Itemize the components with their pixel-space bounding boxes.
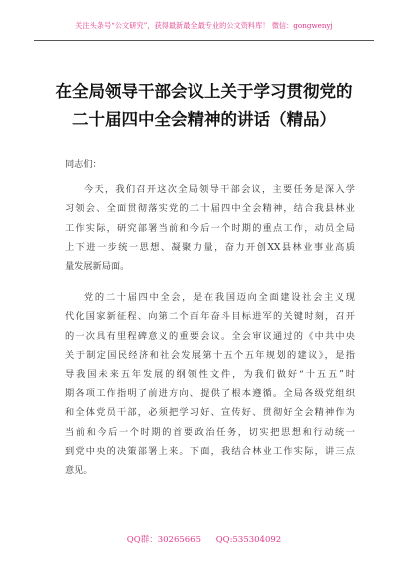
paragraph-line: 意见。 — [65, 465, 93, 477]
paragraph-line: 习领会、全面贯彻落实党的二十届四中全会精神，结合我县林业 — [65, 203, 355, 215]
paragraph-line: 量发展新局面。 — [65, 261, 130, 273]
paragraph-line: 工作实际，研究部署当前和今后一个时期的重点工作，动员全局 — [65, 222, 355, 234]
paragraph-2 — [65, 288, 355, 480]
footer-qq: QQ:535304092 — [215, 535, 282, 545]
paragraph-line: 代化国家新征程、向第二个百年奋斗目标进军的关键时刻，召开 — [65, 311, 355, 323]
title-line-1: 在全局领导干部会议上关于学习贯彻党的 — [55, 82, 353, 101]
paragraph-line: 和全体党员干部，必须把学习好、宣传好、贯彻好全会精神作为 — [65, 407, 355, 419]
paragraph-line: 的一次具有里程碑意义的重要会议。全会审议通过的《中共中央 — [65, 330, 355, 342]
paragraph-line: 上下进一步统一思想、凝聚力量，奋力开创XX县林业事业高质 — [65, 241, 355, 253]
paragraph-line: 到党中央的决策部署上来。下面，我结合林业工作实际，讲三点 — [65, 445, 355, 457]
paragraph-line: 今天，我们召开这次全局领导干部会议，主要任务是深入学 — [84, 184, 355, 196]
paragraph-line: 当前和今后一个时期的首要政治任务，切实把思想和行动统一 — [65, 426, 355, 438]
title-line-2: 二十届四中全会精神的讲话（精品） — [72, 110, 336, 129]
salutation: 同志们： — [65, 159, 102, 170]
paragraph-line: 导我国未来五年发展的纲领性文件，为我们做好“十五五”时 — [65, 369, 355, 381]
header-divider — [34, 40, 374, 41]
document-body — [65, 155, 355, 492]
footer-contact — [0, 533, 408, 545]
paragraph-1 — [65, 180, 355, 276]
paragraph-line: 关于制定国民经济和社会发展第十五个五年规划的建议》，是指 — [65, 349, 355, 361]
document-title — [34, 78, 374, 134]
paragraph-line: 党的二十届四中全会，是在我国迈向全面建设社会主义现 — [84, 292, 355, 304]
paragraph-line: 期各项工作指明了前进方向、提供了根本遵循。全局各级党组织 — [65, 388, 355, 400]
footer-qq-group: QQ群：30265665 — [126, 535, 201, 545]
header-banner: 关注头条号“公文研究”，获得最新最全最专业的公文资料库！ 微信：gongwenyj — [75, 21, 333, 30]
